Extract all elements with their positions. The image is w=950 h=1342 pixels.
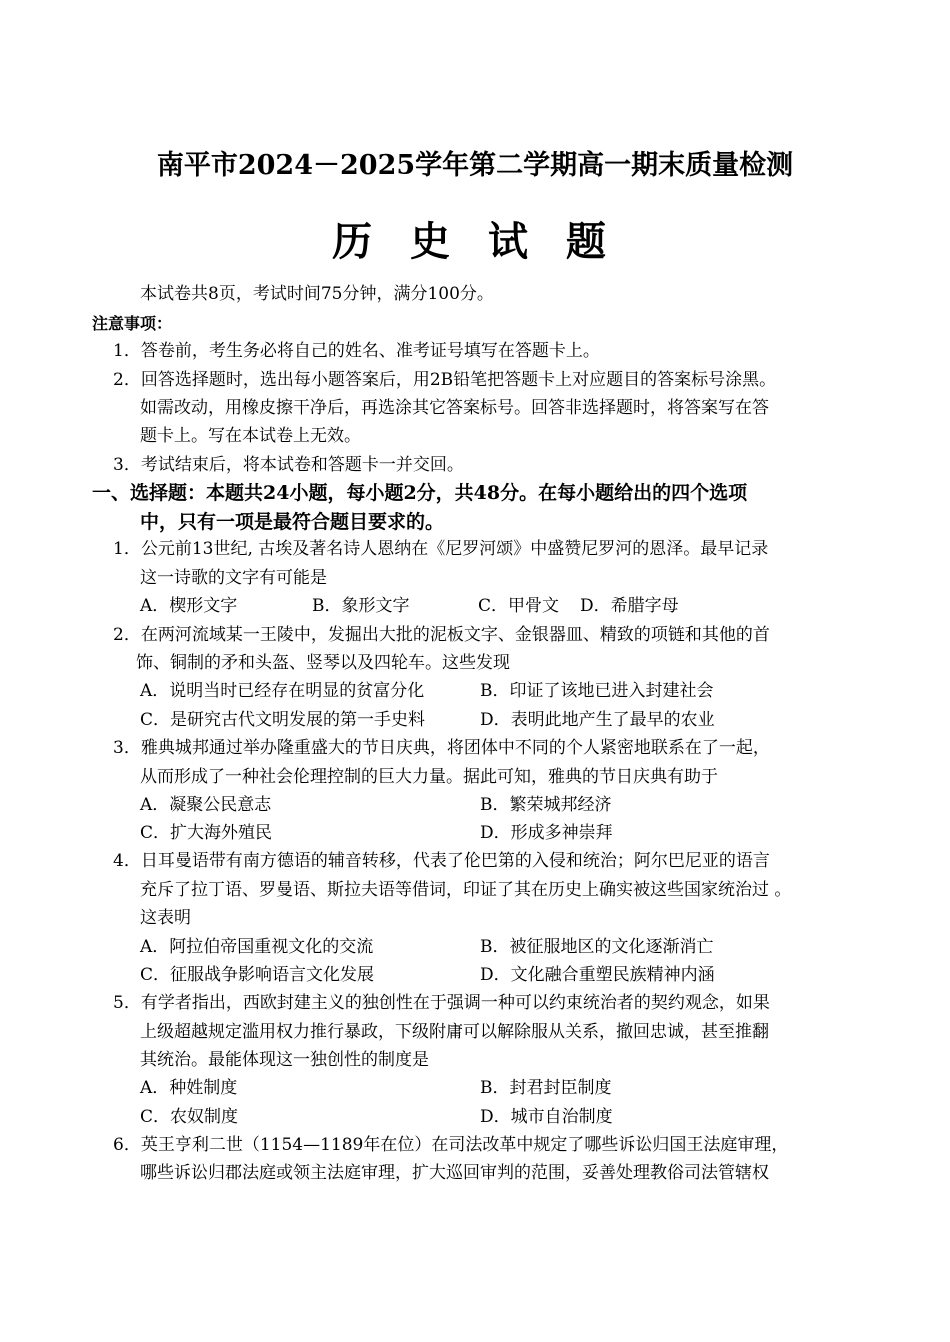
question-1-option-b: B．象形文字 xyxy=(312,596,410,616)
note-item-2-cont: 如需改动，用橡皮擦干净后，再选涂其它答案标号。回答非选择题时，将答案写在答 xyxy=(140,398,769,418)
question-2-stem: 2．在两河流域某一王陵中，发掘出大批的泥板文字、金银器皿、精致的项链和其他的首 xyxy=(113,625,770,645)
question-3-stem-cont: 从而形成了一种社会伦理控制的巨大力量。据此可知，雅典的节日庆典有助于 xyxy=(140,767,718,787)
question-3-option-b: B．繁荣城邦经济 xyxy=(480,795,612,815)
exam-subject-title: 历 史 试 题 xyxy=(332,218,618,265)
question-4-option-c: C．征服战争影响语言文化发展 xyxy=(140,965,375,985)
question-4-stem-cont2: 这表明 xyxy=(140,908,191,928)
note-item-3: 3．考试结束后，将本试卷和答题卡一并交回。 xyxy=(113,455,464,475)
question-4-stem: 4．日耳曼语带有南方德语的辅音转移，代表了伦巴第的入侵和统治；阿尔巴尼亚的语言 xyxy=(113,851,770,871)
question-1-option-d: D．希腊字母 xyxy=(580,596,679,616)
question-4-option-d: D．文化融合重塑民族精神内涵 xyxy=(480,965,715,985)
question-2-option-b: B．印证了该地已进入封建社会 xyxy=(480,681,714,701)
question-2-stem-cont: 饰、铜制的矛和头盔、竖琴以及四轮车。这些发现 xyxy=(136,653,510,673)
question-3-option-a: A．凝聚公民意志 xyxy=(140,795,272,815)
section-heading: 一、选择题：本题共24小题，每小题2分，共48分。在每小题给出的四个选项 xyxy=(92,482,748,504)
notes-heading: 注意事项： xyxy=(92,314,173,333)
question-5-option-c: C．农奴制度 xyxy=(140,1107,239,1127)
question-1-option-c: C．甲骨文 xyxy=(478,596,560,616)
section-heading-cont: 中，只有一项是最符合题目要求的。 xyxy=(140,511,445,533)
question-2-option-c: C．是研究古代文明发展的第一手史料 xyxy=(140,710,426,730)
question-1-stem-cont: 这一诗歌的文字有可能是 xyxy=(140,568,327,588)
question-3-option-d: D．形成多神崇拜 xyxy=(480,823,613,843)
note-item-1: 1．答卷前，考生务必将自己的姓名、准考证号填写在答题卡上。 xyxy=(113,341,600,361)
question-2-option-d: D．表明此地产生了最早的农业 xyxy=(480,710,715,730)
question-1-option-a: A．楔形文字 xyxy=(140,596,238,616)
question-5-stem-cont: 上级超越规定滥用权力推行暴政，下级附庸可以解除服从关系，撤回忠诚，甚至推翻 xyxy=(140,1022,769,1042)
question-4-option-a: A．阿拉伯帝国重视文化的交流 xyxy=(140,937,374,957)
question-5-option-a: A．种姓制度 xyxy=(140,1078,238,1098)
question-4-stem-cont: 充斥了拉丁语、罗曼语、斯拉夫语等借词，印证了其在历史上确实被这些国家统治过 。 xyxy=(140,880,792,900)
question-5-option-b: B．封君封臣制度 xyxy=(480,1078,612,1098)
question-6-stem-cont: 哪些诉讼归郡法庭或领主法庭审理，扩大巡回审判的范围，妥善处理教俗司法管辖权 xyxy=(140,1163,769,1183)
question-5-stem-cont2: 其统治。最能体现这一独创性的制度是 xyxy=(140,1050,429,1070)
question-5-option-d: D．城市自治制度 xyxy=(480,1107,613,1127)
question-3-stem: 3．雅典城邦通过举办隆重盛大的节日庆典，将团体中不同的个人紧密地联系在了一起， xyxy=(113,738,770,758)
question-2-option-a: A．说明当时已经存在明显的贫富分化 xyxy=(140,681,425,701)
question-4-option-b: B．被征服地区的文化逐渐消亡 xyxy=(480,937,714,957)
question-5-stem: 5．有学者指出，西欧封建主义的独创性在于强调一种可以约束统治者的契约观念，如果 xyxy=(113,993,770,1013)
note-item-2: 2．回答选择题时，选出每小题答案后，用2B铅笔把答题卡上对应题目的答案标号涂黑。 xyxy=(113,370,777,390)
question-6-stem: 6．英王亨利二世（1154—1189年在位）在司法改革中规定了哪些诉讼归国王法庭审理， xyxy=(113,1135,789,1155)
question-3-option-c: C．扩大海外殖民 xyxy=(140,823,273,843)
exam-intro: 本试卷共8页，考试时间75分钟，满分100分。 xyxy=(140,284,494,304)
question-1-stem: 1．公元前13世纪, 古埃及著名诗人恩纳在《尼罗河颂》中盛赞尼罗河的恩泽。最早记录 xyxy=(113,539,769,559)
exam-main-title: 南平市2024－2025学年第二学期高一期末质量检测 xyxy=(156,150,794,181)
note-item-2-cont2: 题卡上。写在本试卷上无效。 xyxy=(140,426,361,446)
